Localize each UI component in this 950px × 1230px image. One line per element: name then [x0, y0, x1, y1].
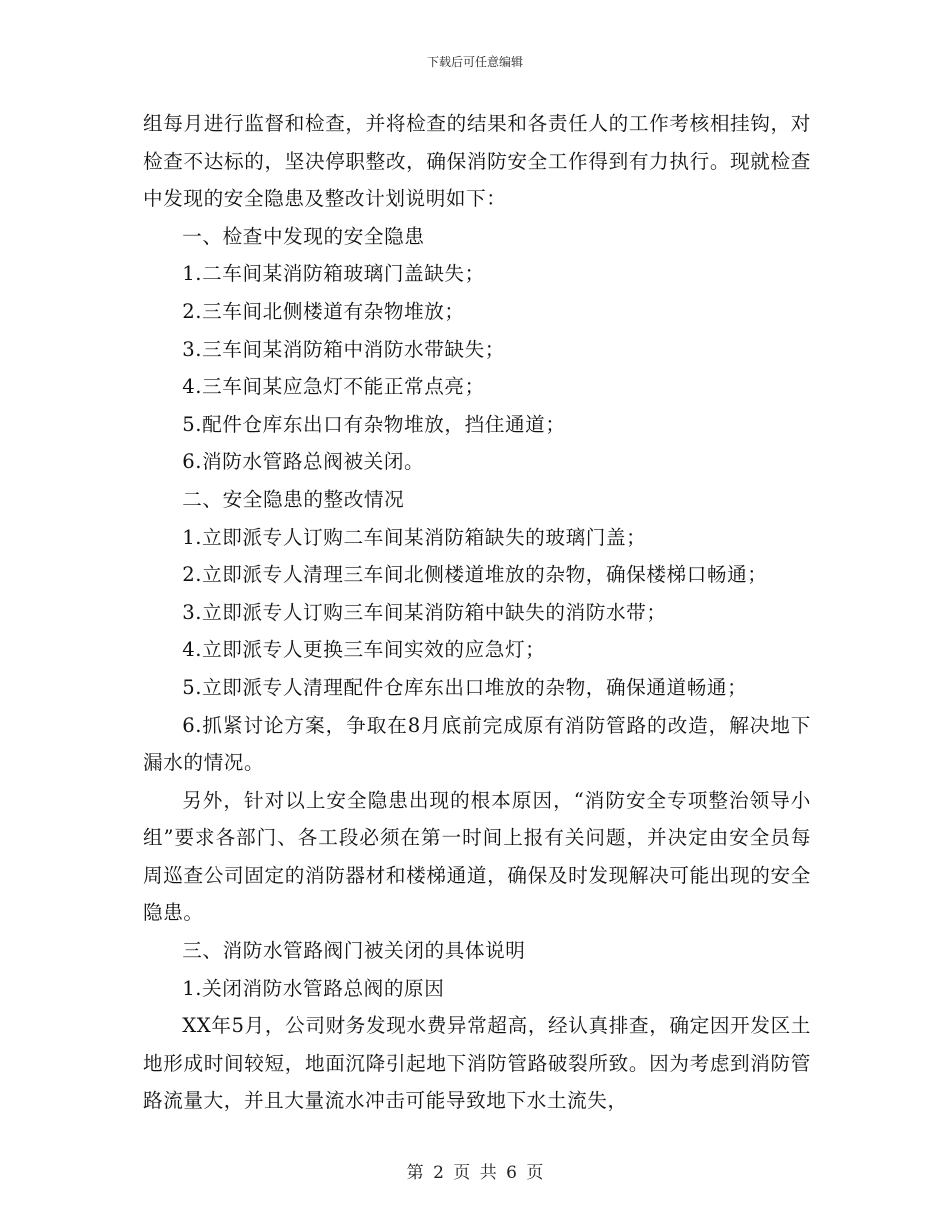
list-item: 3.三车间某消防箱中消防水带缺失；: [182, 337, 505, 361]
list-item: 2.三车间北侧楼道有杂物堆放；: [182, 299, 465, 323]
list-item: 4.立即派专人更换三车间实效的应急灯；: [182, 638, 546, 662]
paragraph: 另外，针对以上安全隐患出现的根本原因，“消防安全专项整治领导小组”要求各部门、各工段必须在第一时间上报有关问题，并决定由安全员每周巡查公司固定的消防器材和楼梯通道，确保及时发现解决可能出现的安全隐患。: [143, 788, 811, 925]
list-item: 1.二车间某消防箱玻璃门盖缺失；: [182, 262, 485, 286]
paragraph: XX年5月，公司财务发现水费异常超高，经认真排查，确定因开发区土地形成时间较短，地面沉降引起地下消防管路破裂所致。因为考虑到消防管路流量大，并且大量流水冲击可能导致地下水土流失，: [143, 1014, 811, 1113]
section-heading-rectification: 二、安全隐患的整改情况: [182, 487, 405, 511]
paragraph: 组每月进行监督和检查，并将检查的结果和各责任人的工作考核相挂钩，对检查不达标的，坚决停职整改，确保消防安全工作得到有力执行。现就检查中发现的安全隐患及整改计划说明如下：: [143, 112, 811, 211]
section-heading-hazards: 一、检查中发现的安全隐患: [182, 224, 425, 248]
list-item: 5.配件仓库东出口有杂物堆放，挡住通道；: [182, 412, 566, 436]
list-item: 6.消防水管路总阀被关闭。: [182, 450, 425, 474]
page-footer: 第 2 页 共 6 页: [406, 1163, 544, 1183]
list-item: 5.立即派专人清理配件仓库东出口堆放的杂物，确保通道畅通；: [182, 675, 748, 699]
list-item: 4.三车间某应急灯不能正常点亮；: [182, 375, 485, 399]
list-item: 3.立即派专人订购三车间某消防箱中缺失的消防水带；: [182, 600, 667, 624]
page-header: 下载后可任意编辑: [426, 55, 523, 69]
list-item: 2.立即派专人清理三车间北侧楼道堆放的杂物，确保楼梯口畅通；: [182, 563, 768, 587]
document-body: [143, 105, 811, 1120]
subsection-heading: 1.关闭消防水管路总阀的原因: [182, 976, 445, 1000]
list-item: 1.立即派专人订购二车间某消防箱缺失的玻璃门盖；: [182, 525, 647, 549]
list-item: 6.抓紧讨论方案，争取在8月底前完成原有消防管路的改造，解决地下漏水的情况。: [143, 713, 811, 775]
section-heading-valve: 三、消防水管路阀门被关闭的具体说明: [182, 939, 526, 963]
